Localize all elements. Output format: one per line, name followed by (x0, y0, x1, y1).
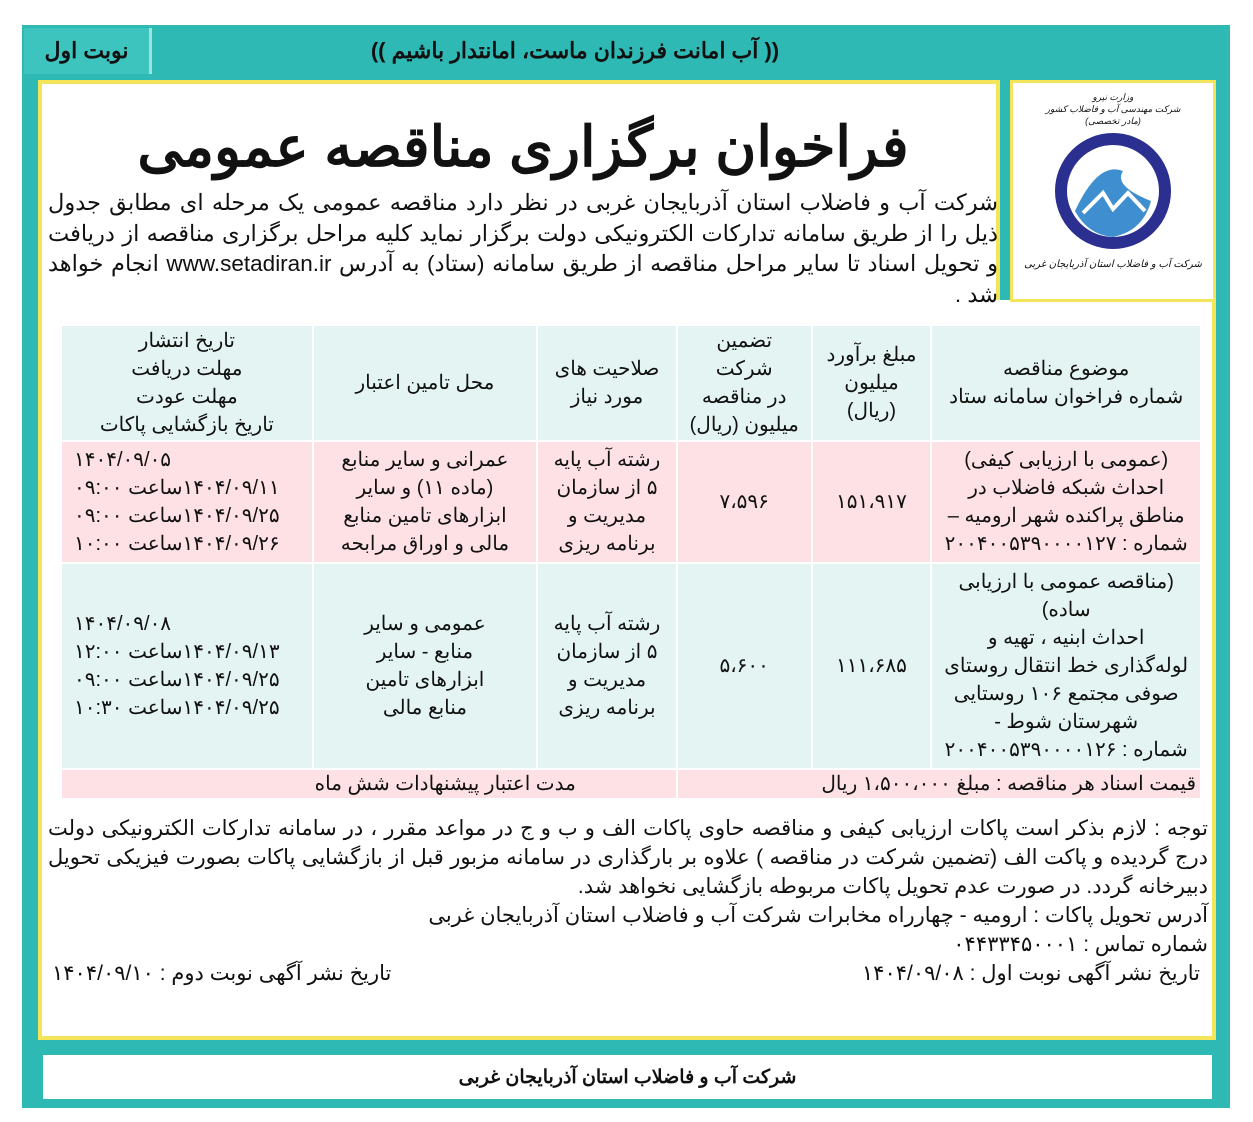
cell-qualification: رشته آب پایه ۵ از سازمان مدیریت و برنامه ریزی (537, 441, 677, 563)
first-publication-date: تاریخ نشر آگهی نوبت اول : ۱۴۰۴/۰۹/۰۸ (861, 962, 1200, 985)
logo-provincial: شرکت آب و فاضلاب استان آذربایجان غربی (1024, 259, 1202, 270)
cell-guarantee: ۷،۵۹۶ (677, 441, 812, 563)
logo-company: شرکت مهندسی آب و فاضلاب کشور (1045, 104, 1181, 114)
table-row (61, 441, 1201, 563)
cell-estimate: ۱۱۱،۶۸۵ (812, 563, 932, 769)
table-row (61, 563, 1201, 769)
notes (48, 814, 1208, 959)
main-content (48, 112, 1208, 988)
contact-phone: شماره تماس : ۰۴۴۳۳۴۵۰۰۰۱ (953, 933, 1208, 956)
table-header-row (61, 325, 1201, 441)
header-guarantee: تضمین شرکت در مناقصه میلیون (ریال) (677, 325, 812, 441)
header-funding: محل تامین اعتبار (313, 325, 537, 441)
header-qualification: صلاحیت های مورد نیاز (537, 325, 677, 441)
publication-dates (48, 959, 1208, 988)
page-title: فراخوان برگزاری مناقصه عمومی (137, 115, 909, 178)
cell-funding: عمومی و سایر منابع - سایر ابزارهای تامین منابع مالی (313, 563, 537, 769)
round-badge: نوبت اول (24, 28, 152, 74)
header-subject: موضوع مناقصه شماره فراخوان سامانه ستاد (931, 325, 1201, 441)
cell-dates: ۱۴۰۴/۰۹/۰۸ ۱۴۰۴/۰۹/۱۳ساعت ۱۲:۰۰ ۱۴۰۴/۰۹/۲۵ساعت ۰۹:۰۰ ۱۴۰۴/۰۹/۲۵ساعت ۱۰:۳۰ (61, 563, 313, 769)
tender-table (60, 324, 1202, 800)
slogan: (( آب امانت فرزندان ماست، امانتدار باشیم )) (370, 38, 780, 63)
document-price: قیمت اسناد هر مناقصه : مبلغ ۱،۵۰۰،۰۰۰ ریال (677, 769, 1201, 799)
cell-estimate: ۱۵۱،۹۱۷ (812, 441, 932, 563)
cell-dates: ۱۴۰۴/۰۹/۰۵ ۱۴۰۴/۰۹/۱۱ساعت ۰۹:۰۰ ۱۴۰۴/۰۹/۲۵ساعت ۰۹:۰۰ ۱۴۰۴/۰۹/۲۶ساعت ۱۰:۰۰ (61, 441, 313, 563)
logo-company-sub: (مادر تخصصی) (1085, 116, 1141, 126)
cell-subject: (عمومی با ارزیابی کیفی) احداث شبکه فاضلاب در مناطق پراکنده شهر ارومیه – شماره : ۲۰۰۴۰۰۵۳۹۰۰۰۰۱۲۷ (931, 441, 1201, 563)
cell-funding: عمرانی و سایر منابع (ماده ۱۱) و سایر ابزارهای تامین منابع مالی و اوراق مرابحه (313, 441, 537, 563)
note-text: توجه : لازم بذکر است پاکات ارزیابی کیفی و مناقصه حاوی پاکات الف و ب و ج در مواعد مقرر ، در سامانه تدارکات الکترونیکی دولت درج گردیده و پاکت الف (تضمین شرکت در مناقصه ) علاوه بر بارگذاری در سامانه مزبور قبل از بازگشایی پاکات بصورت فیزیکی تحویل دبیرخانه گردد. در صورت عدم تحویل پاکات مربوطه بازگشایی نخواهد شد. (48, 817, 1208, 898)
second-publication-date: تاریخ نشر آگهی نوبت دوم : ۱۴۰۴/۰۹/۱۰ (52, 962, 392, 985)
cell-qualification: رشته آب پایه ۵ از سازمان مدیریت و برنامه ریزی (537, 563, 677, 769)
header-dates: تاریخ انتشار مهلت دریافت مهلت عودت تاریخ بازگشایی پاکات (61, 325, 313, 441)
cell-subject: (مناقصه عمومی با ارزیابی ساده) احداث ابنیه ، تهیه و لوله‌گذاری خط انتقال روستای صوفی مجتمع ۱۰۶ روستایی شهرستان شوط - شماره : ۲۰۰۴۰۰۵۳۹۰۰۰۰۱۲۶ (931, 563, 1201, 769)
footer-company: شرکت آب و فاضلاب استان آذربایجان غربی (40, 1052, 1215, 1102)
delivery-address: آدرس تحویل پاکات : ارومیه - چهارراه مخابرات شرکت آب و فاضلاب استان آذربایجان غربی (428, 904, 1208, 927)
offer-validity: مدت اعتبار پیشنهادات شش ماه (61, 769, 677, 799)
table-footer-row (61, 769, 1201, 799)
logo-ministry: وزارت نیرو (1092, 92, 1134, 102)
intro-text: شرکت آب و فاضلاب استان آذربایجان غربی در نظر دارد مناقصه عمومی یک مرحله ای مطابق جدول ذیل را از طریق سامانه تدارکات الکترونیکی دولت برگزار نماید کلیه مراحل برگزاری مناقصه از دریافت و تحویل اسناد تا سایر مراحل مناقصه از طریق سامانه (ستاد) به آدرس www.setadiran.ir انجام خواهد شد . (48, 190, 998, 307)
header-estimate: مبلغ برآورد میلیون (ریال) (812, 325, 932, 441)
cell-guarantee: ۵،۶۰۰ (677, 563, 812, 769)
